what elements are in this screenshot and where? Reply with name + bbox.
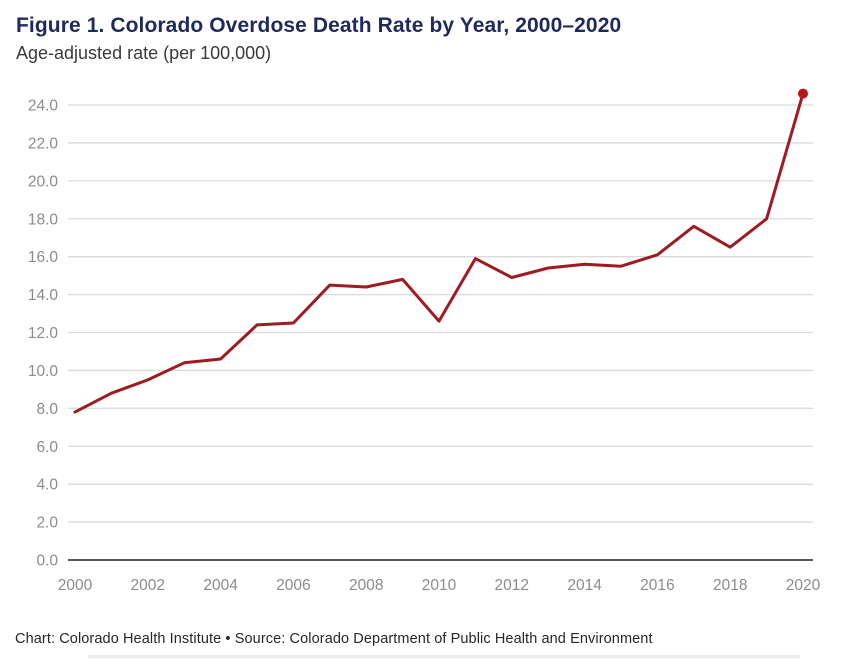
y-tick-label: 6.0 — [36, 438, 58, 456]
y-tick-label: 0.0 — [36, 552, 58, 570]
x-tick-label: 2006 — [276, 577, 311, 594]
line-chart-svg — [0, 84, 848, 604]
y-tick-label: 12.0 — [27, 325, 58, 343]
x-tick-label: 2000 — [57, 577, 93, 594]
x-tick-label: 2016 — [640, 577, 675, 594]
y-tick-label: 14.0 — [27, 287, 58, 305]
x-tick-label: 2004 — [203, 577, 238, 594]
chart-title: Figure 1. Colorado Overdose Death Rate by Year, 2000–2020 — [16, 14, 622, 37]
y-tick-label: 18.0 — [27, 211, 58, 229]
chart-area — [0, 84, 848, 604]
x-tick-label: 2018 — [712, 577, 748, 594]
y-tick-label: 4.0 — [36, 476, 58, 494]
x-tick-label: 2008 — [348, 577, 384, 594]
end-point-marker — [798, 89, 808, 99]
chart-source-credit: Chart: Colorado Health Institute • Source: Colorado Department of Public Health and Environment — [15, 631, 653, 647]
y-tick-label: 8.0 — [36, 400, 58, 418]
y-tick-label: 2.0 — [36, 514, 58, 532]
y-tick-label: 24.0 — [27, 97, 58, 115]
x-tick-label: 2020 — [785, 577, 821, 594]
x-tick-label: 2014 — [567, 577, 602, 594]
y-tick-label: 22.0 — [27, 135, 58, 153]
x-tick-label: 2010 — [421, 577, 457, 594]
x-tick-label: 2012 — [494, 577, 530, 594]
x-tick-label: 2002 — [130, 577, 166, 594]
y-tick-label: 20.0 — [27, 173, 58, 191]
bottom-divider — [88, 655, 800, 658]
y-tick-label: 16.0 — [27, 249, 58, 267]
chart-subtitle: Age-adjusted rate (per 100,000) — [16, 43, 272, 63]
y-tick-label: 10.0 — [27, 362, 58, 380]
data-line — [75, 94, 803, 413]
chart-header — [16, 13, 832, 65]
